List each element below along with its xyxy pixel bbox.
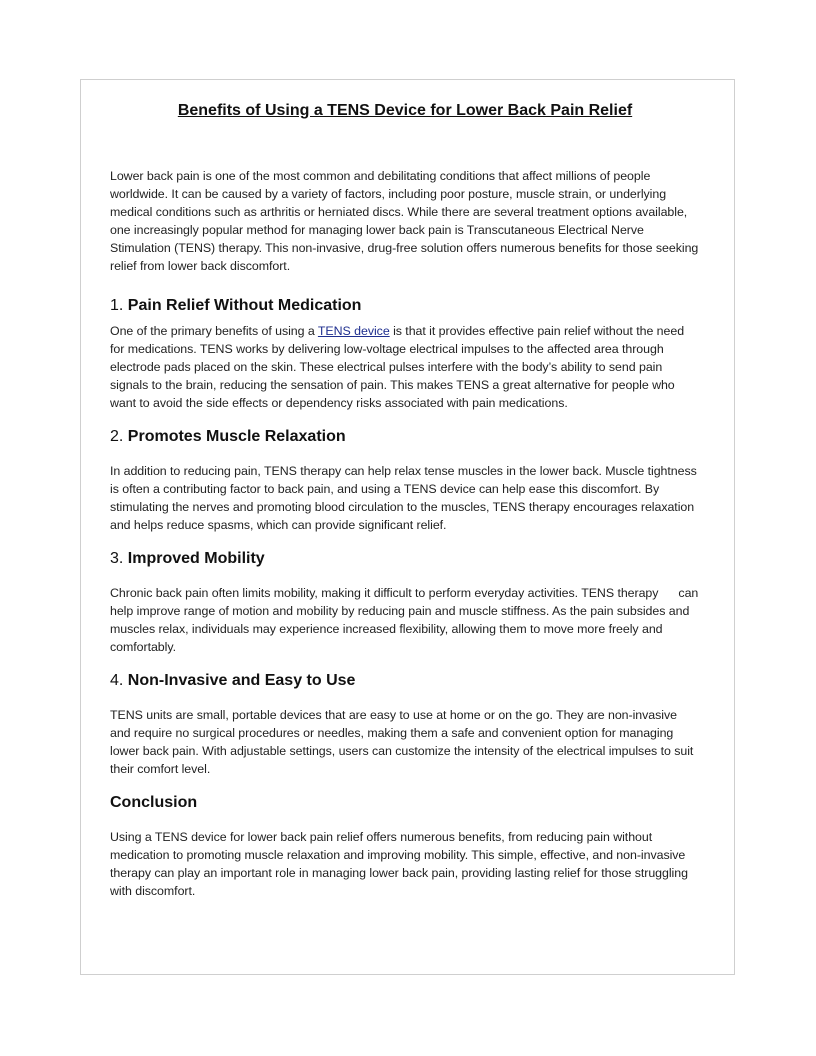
- paragraph-text: One of the primary benefits of using a: [110, 324, 318, 338]
- paragraph-text: and require no surgical procedures or needles, making them a safe and convenient option for managing lower back pain. With adjustable settings, users can customize the intensity of the electrical impulses to suit their comfort level.: [110, 726, 694, 776]
- section-heading-text: Non-Invasive and Easy to Use: [127, 672, 356, 689]
- section-heading-text: Pain Relief Without Medication: [127, 297, 362, 314]
- paragraph-text: is that it provides effective pain relief without the need for medications. TENS works by delivering low-voltage electrical impulses to the affected area through electrode pads placed on the skin. These electrical pulses interfere with the body’s ability to send pain signals to the brain, reducing the sensation of pain. This makes TENS a great alternative for people who want to avoid the side effects or dependency risks associated with pain medications.: [110, 324, 685, 410]
- section-heading-text: Conclusion: [110, 794, 198, 811]
- section-number: 3.: [110, 550, 124, 567]
- page-title: Benefits of Using a TENS Device for Lower Back Pain Relief: [177, 102, 633, 119]
- section-heading-pain-relief: [110, 295, 700, 317]
- paragraph-text: Chronic back pain often limits mobility, making it difficult to perform everyday activities. TENS therapy: [110, 586, 659, 600]
- section-paragraph-conclusion: Using a TENS device for lower back pain relief offers numerous benefits, from reducing pain without medication to promoting muscle relaxation and improving mobility. This simple, effective, and non-invasive therapy can play an important role in managing lower back pain, providing lasting relief for those struggling with discomfort.: [110, 830, 688, 898]
- section-number: 1.: [110, 297, 124, 314]
- section-paragraph-mobility: [110, 584, 700, 656]
- section-heading-text: Improved Mobility: [127, 550, 265, 567]
- section-paragraph-non-invasive: [110, 706, 700, 778]
- tens-device-link[interactable]: TENS device: [317, 324, 390, 338]
- paragraph-text: TENS units are small, portable devices that are easy to use at home or on the go. They are non-invasive: [110, 708, 677, 722]
- section-number: 2.: [110, 428, 124, 445]
- section-heading-mobility: [110, 548, 700, 570]
- section-heading-non-invasive: [110, 670, 700, 692]
- section-heading-text: Promotes Muscle Relaxation: [127, 428, 346, 445]
- section-paragraph-muscle-relaxation: In addition to reducing pain, TENS therapy can help relax tense muscles in the lower back. Muscle tightness is often a contributing factor to back pain, and using a TENS device can help ease this discomfort. By stimulating the nerves and promoting blood circulation to the muscles, TENS therapy encourages relaxation and helps reduce spasms, which can provide significant relief.: [110, 464, 697, 532]
- document-body: [110, 100, 700, 900]
- section-number: 4.: [110, 672, 124, 689]
- intro-paragraph: Lower back pain is one of the most common and debilitating conditions that affect millions of people worldwide. It can be caused by a variety of factors, including poor posture, muscle strain, or underlying medical conditions such as arthritis or herniated discs. While there are several treatment options available, one increasingly popular method for managing lower back pain is Transcutaneous Electrical Nerve Stimulation (TENS) therapy. This non-invasive, drug-free solution offers numerous benefits for those seeking relief from lower back discomfort.: [110, 169, 699, 273]
- paragraph-text: can help improve range of motion and mobility by reducing pain and muscle stiffness. As the pain subsides and muscles relax, individuals may experience increased flexibility, allowing them to move more freely and comfortably.: [110, 586, 699, 654]
- section-heading-muscle-relaxation: [110, 426, 700, 448]
- section-heading-conclusion: [110, 792, 700, 814]
- section-paragraph-pain-relief: [110, 322, 700, 412]
